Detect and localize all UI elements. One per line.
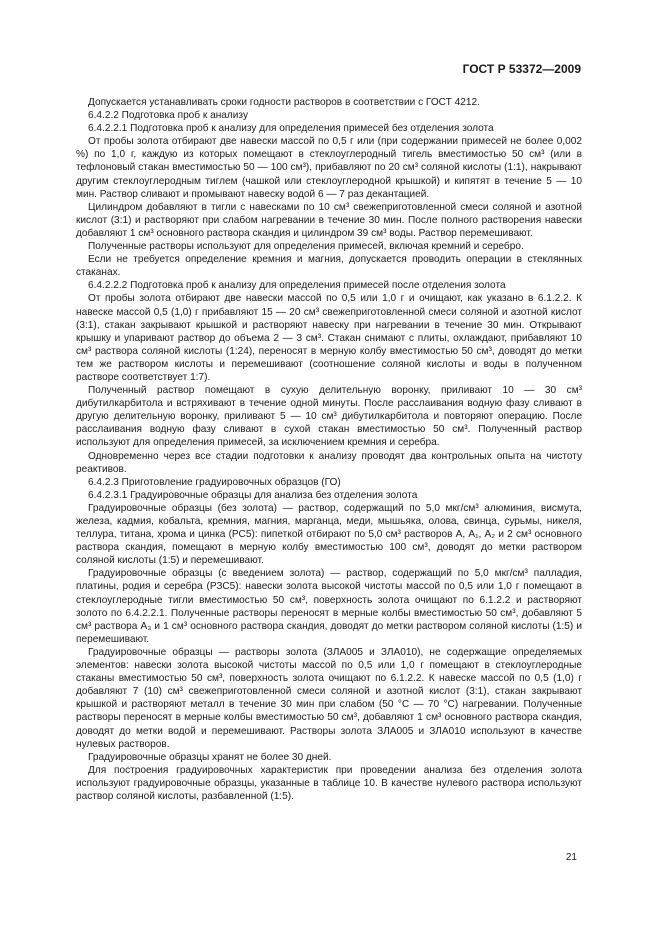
document-standard-number: ГОСТ Р 53372—2009	[462, 62, 581, 76]
paragraph-shelf-life: Допускается устанавливать сроки годности растворов в соответствии с ГОСТ 4212.	[88, 97, 480, 108]
section-heading-6-4-2-2-2: 6.4.2.2.2 Подготовка проб к анализу для определения примесей после отделения золота	[88, 280, 506, 292]
paragraph-control-experiments: Одновременно через все стадии подготовки к анализу проводят два контрольных опыта на чистоту реактивов.	[76, 450, 582, 475]
section-heading-6-4-2-2-1: 6.4.2.2.1 Подготовка проб к анализу для определения примесей без отделения золота	[88, 123, 494, 135]
paragraph-sample-weighing: От пробы золота отбирают две навески массой по 0,5 г или (при содержании примесей не более 0,002 %) по 1,0 г, каждую из которых помещают в стеклоуглеродный тигель вместимостью 50 см³ (или в тефлоновый стакан вместимостью 50 — 100 см³), прибавляют по 20 см³ соляной кислоты (1:1), накрывают другим стеклоуглеродным тиглем (чашкой или стеклоуглеродной крышкой) и кипятят в течение 5 — 10 мин. Раствор сливают и промывают навеску водой 6 — 7 раз декантацией.	[76, 136, 582, 200]
paragraph-calibration-with-gold: Градуировочные образцы (с введением золота) — раствор, содержащий по 5,0 мкг/см³ палладия, платины, родия и серебра (РЗС5): навески золота высокой чистоты массой по 0,5 или 1,0 г помещают в стеклоуглеродные тигли вместимостью 50 см³, поверхность золота очищают по 6.1.2.2 и растворяют золото по 6.4.2.2.1. Полученные растворы переносят в мерные колбы вместимостью 50 см³, добавляют 5 см³ раствора А₃ и 1 см³ основного раствора скандия, доводят до метки раствором соляной кислоты (1:5) и перемешивают.	[76, 568, 582, 645]
page-number: 21	[565, 852, 577, 863]
document-body	[76, 96, 582, 803]
paragraph-glass-beakers: Если не требуется определение кремния и магния, допускается проводить операции в стеклянных стаканах.	[76, 254, 582, 279]
paragraph-gold-solutions: Градуировочные образцы — растворы золота (ЗЛА005 и ЗЛА010), не содержащие определяемых элементов: навески золота высокой чистоты массой по 0,5 или 1,0 г помещают в стеклоуглеродные стаканы вместимостью 50 см³, поверхность золота очищают по 6.1.2.2. К навеске массой по 0,5 (1,0) г добавляют 7 (10) см³ свежеприготовленной смеси соляной и азотной кислот (3:1), стакан закрывают крышкой и растворяют металл в течение 30 мин при слабом (50 °С — 70 °С) нагревании. Полученные растворы переносят в мерные колбы вместимостью 50 см³, добавляют 1 см³ основного раствора скандия, доводят до метки водой и перемешивают. Растворы золота ЗЛА005 и ЗЛА010 используют в качестве нулевых растворов.	[76, 646, 582, 750]
paragraph-solutions-use: Полученные растворы используют для определения примесей, включая кремний и серебро.	[88, 241, 524, 253]
paragraph-dissolution: Цилиндром добавляют в тигли с навесками по 10 см³ свежеприготовленной смеси соляной и азотной кислот (3:1) и растворяют при слабом нагревании в течение 30 мин. После полного растворения навески добавляют 1 см³ основного раствора скандия и цилиндром 39 см³ воды. Раствор перемешивают.	[76, 201, 582, 239]
paragraph-calibration-without-gold: Градуировочные образцы (без золота) — раствор, содержащий по 5,0 мкг/см³ алюминия, висмута, железа, кадмия, кобальта, кремния, магния, марганца, меди, мышьяка, олова, свинца, сурьмы, никеля, теллура, титана, хрома и цинка (РС5): пипеткой отбирают по 5,0 см³ растворов А, А₁, А₂ и 2 см³ основного раствора скандия, помещают в мерную колбу вместимостью 100 см³, доводят до метки раствором соляной кислоты (1:5) и перемешивают.	[76, 502, 582, 567]
paragraph-gold-separation: От пробы золота отбирают две навески массой по 0,5 или 1,0 г и очищают, как указано в 6.1.2.2. К навеске массой 0,5 (1,0) г прибавляют 15 — 20 см³ свежеприготовленной смеси соляной и азотной кислот (3:1), стакан закрывают крышкой и растворяют навеску при нагревании в течение 30 мин. Открывают крышку и упаривают раствор до объема 2 — 3 см³. Стакан снимают с плиты, охлаждают, прибавляют 10 см³ раствора соляной кислоты (1:24), переносят в мерную колбу вместимостью 50 см³, доводят до метки тем же раствором кислоты и перемешивают (соотношение соляной кислоты и воды в полученном растворе соответствует 1:7).	[76, 293, 582, 383]
paragraph-calibration-characteristics: Для построения градуировочных характеристик при проведении анализа без отделения золота используют градуировочные образцы, указанные в таблице 10. В качестве нулевого раствора используют раствор соляной кислоты, разбавленной (1:5).	[76, 764, 582, 802]
section-heading-6-4-2-3-1: 6.4.2.3.1 Градуировочные образцы для анализа без отделения золота	[88, 489, 418, 501]
section-heading-6-4-2-3: 6.4.2.3 Приготовление градуировочных образцов (ГО)	[88, 476, 341, 488]
paragraph-storage: Градуировочные образцы хранят не более 30 дней.	[88, 751, 332, 763]
section-heading-6-4-2-2: 6.4.2.2 Подготовка проб к анализу	[88, 110, 248, 122]
paragraph-extraction: Полученный раствор помещают в сухую делительную воронку, приливают 10 — 30 см³ дибутилкарбитола и встряхивают в течение одной минуты. После расслаивания водную фазу сливают в другую делительную воронку, приливают 5 — 10 см³ дибутилкарбитола и повторяют операцию. После расслаивания водную фазу сливают в сухой стакан вместимостью 50 см³. Полученный раствор используют для определения примесей, за исключением кремния и серебра.	[76, 385, 582, 449]
